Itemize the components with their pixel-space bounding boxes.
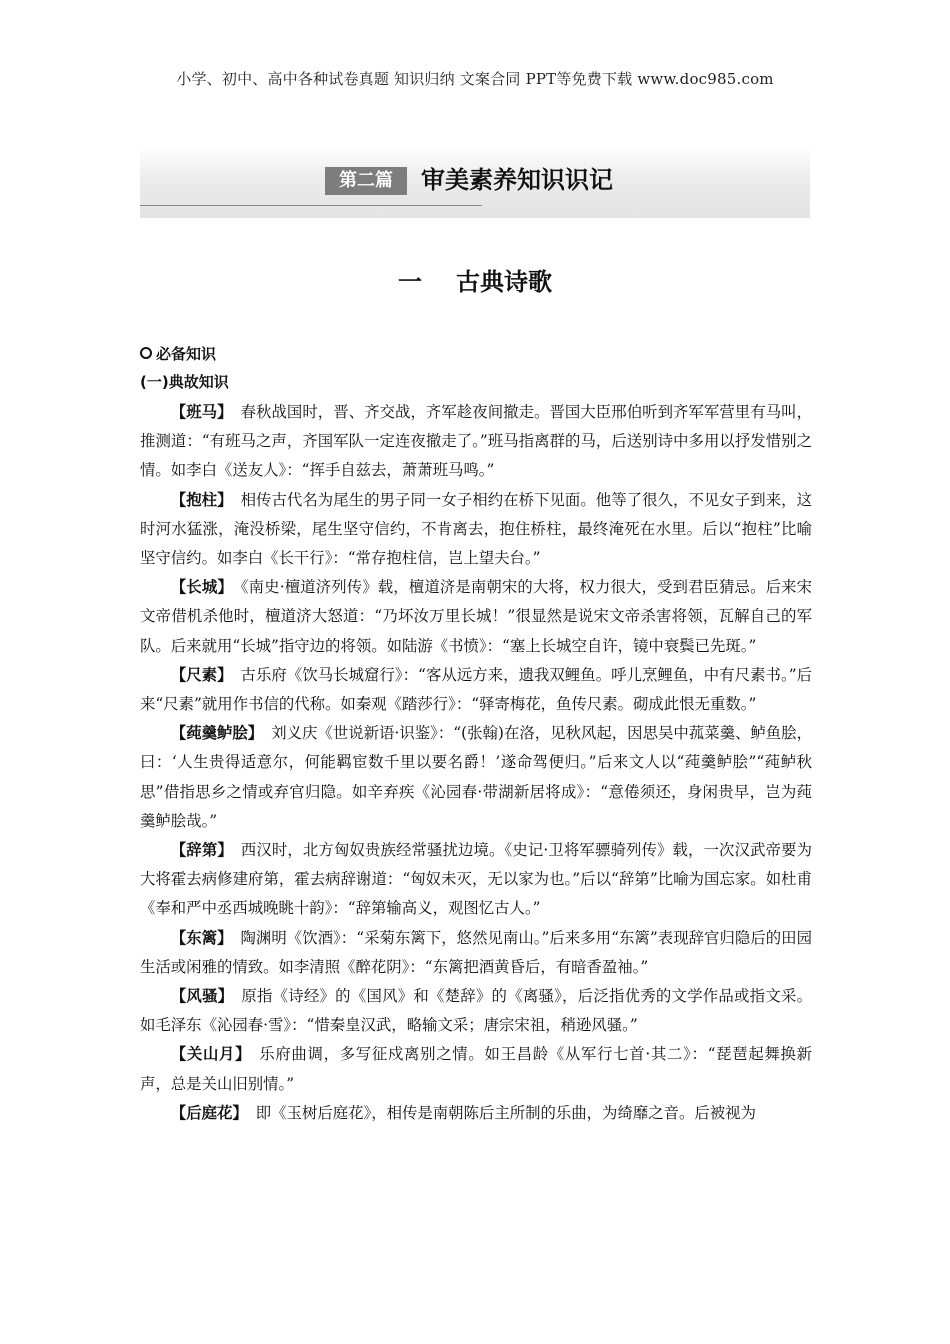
allusion-text: 刘义庆《世说新语·识鉴》：“(张翰)在洛，见秋风起，因思吴中菰菜羹、鲈鱼脍，曰：‘人生贵得适意尔，何能羁宦数千里以要名爵！’遂命驾便归。”后来文人以“莼羹鲈脍”“莼鲈秋思”借指思乡之情或弃官归隐。如辛弃疾《沁园春·带湖新居将成》：“意倦须还，身闲贵早，岂为莼羹鲈脍哉。” <box>140 724 812 830</box>
allusion-text: 西汉时，北方匈奴贵族经常骚扰边境。《史记·卫将军骠骑列传》载，一次汉武帝要为大将霍去病修建府第，霍去病辞谢道：“匈奴未灭，无以家为也。”后以“辞第”比喻为国忘家。如杜甫《奉和严中丞西城晚眺十韵》：“辞第输高义，观图忆古人。” <box>140 841 812 918</box>
chapter-title: 古典诗歌 <box>456 268 552 296</box>
allusion-term: 【后庭花】 <box>170 1103 248 1122</box>
allusion-text: 古乐府《饮马长城窟行》：“客从远方来，遗我双鲤鱼。呼儿烹鲤鱼，中有尺素书。”后来“尺素”就用作书信的代称。如秦观《踏莎行》：“驿寄梅花，鱼传尺素。砌成此恨无重数。” <box>140 665 812 714</box>
allusion-text: 乐府曲调，多写征戍离别之情。如王昌龄《从军行七首·其二》：“琵琶起舞换新声，总是关山旧别情。” <box>140 1045 812 1093</box>
allusion-entry <box>140 719 812 836</box>
allusion-entry <box>140 661 812 719</box>
allusion-entry <box>140 573 812 661</box>
allusion-entry <box>140 982 812 1040</box>
allusion-term: 【风骚】 <box>170 987 234 1006</box>
allusion-term: 【班马】 <box>170 403 233 421</box>
bullet-icon <box>140 347 152 359</box>
part-title: 审美素养知识识记 <box>421 166 613 194</box>
section-heading <box>140 344 216 364</box>
allusion-term: 【抱柱】 <box>170 490 233 509</box>
chapter-heading <box>0 262 950 297</box>
section-heading-text: 必备知识 <box>156 345 217 363</box>
allusion-text: 春秋战国时，晋、齐交战，齐军趁夜间撤走。晋国大臣邢伯听到齐军军营里有马叫，推测道：“有班马之声，齐国军队一定连夜撤走了。”班马指离群的马，后送别诗中多用以抒发惜别之情。如李白《送友人》：“挥手自兹去，萧萧班马鸣。” <box>140 403 812 480</box>
banner-divider <box>140 205 482 206</box>
allusion-text: 即《玉树后庭花》，相传是南朝陈后主所制的乐曲，为绮靡之音。后被视为 <box>255 1103 756 1122</box>
allusion-text: 相传古代名为尾生的男子同一女子相约在桥下见面。他等了很久，不见女子到来，这时河水猛涨，淹没桥梁，尾生坚守信约，不肯离去，抱住桥柱，最终淹死在水里。后以“抱柱”比喻坚守信约。如李白《长干行》：“常存抱柱信，岂上望夫台。” <box>140 490 812 568</box>
section-subheading: (一)典故知识 <box>140 373 229 391</box>
part-label: 第二篇 <box>325 167 407 195</box>
allusion-term: 【尺素】 <box>170 665 233 684</box>
allusion-term: 【辞第】 <box>170 841 233 860</box>
page-header: 小学、初中、高中各种试卷真题 知识归纳 文案合同 PPT等免费下载 www.doc985.com <box>176 70 774 88</box>
allusion-entry <box>140 398 812 486</box>
allusion-term: 【关山月】 <box>170 1045 252 1064</box>
allusion-entry <box>140 1099 812 1128</box>
allusion-text: 原指《诗经》的《国风》和《楚辞》的《离骚》，后泛指优秀的文学作品或指文采。如毛泽东《沁园春·雪》：“惜秦皇汉武，略输文采；唐宗宋祖，稍逊风骚。” <box>140 987 812 1035</box>
allusion-term: 【东篱】 <box>170 928 233 947</box>
allusion-text: 陶渊明《饮酒》：“采菊东篱下，悠然见南山。”后来多用“东篱”表现辞官归隐后的田园生活或闲雅的情致。如李清照《醉花阴》：“东篱把酒黄昏后，有暗香盈袖。” <box>140 928 812 976</box>
allusion-entry <box>140 1040 812 1098</box>
allusion-text: 《南史·檀道济列传》载，檀道济是南朝宋的大将，权力很大，受到君臣猜忌。后来宋文帝借机杀他时，檀道济大怒道：“乃坏汝万里长城！”很显然是说宋文帝杀害将领，瓦解自己的军队。后来就用“长城”指守边的将领。如陆游《书愤》：“塞上长城空自许，镜中衰鬓已先斑。” <box>140 578 812 655</box>
allusion-entry <box>140 924 812 982</box>
allusion-entry <box>140 486 812 574</box>
allusion-list <box>140 398 812 1128</box>
allusion-term: 【长城】 <box>170 578 233 597</box>
allusion-entry <box>140 836 812 924</box>
allusion-term: 【莼羹鲈脍】 <box>170 724 264 743</box>
chapter-number: 一 <box>398 268 422 296</box>
